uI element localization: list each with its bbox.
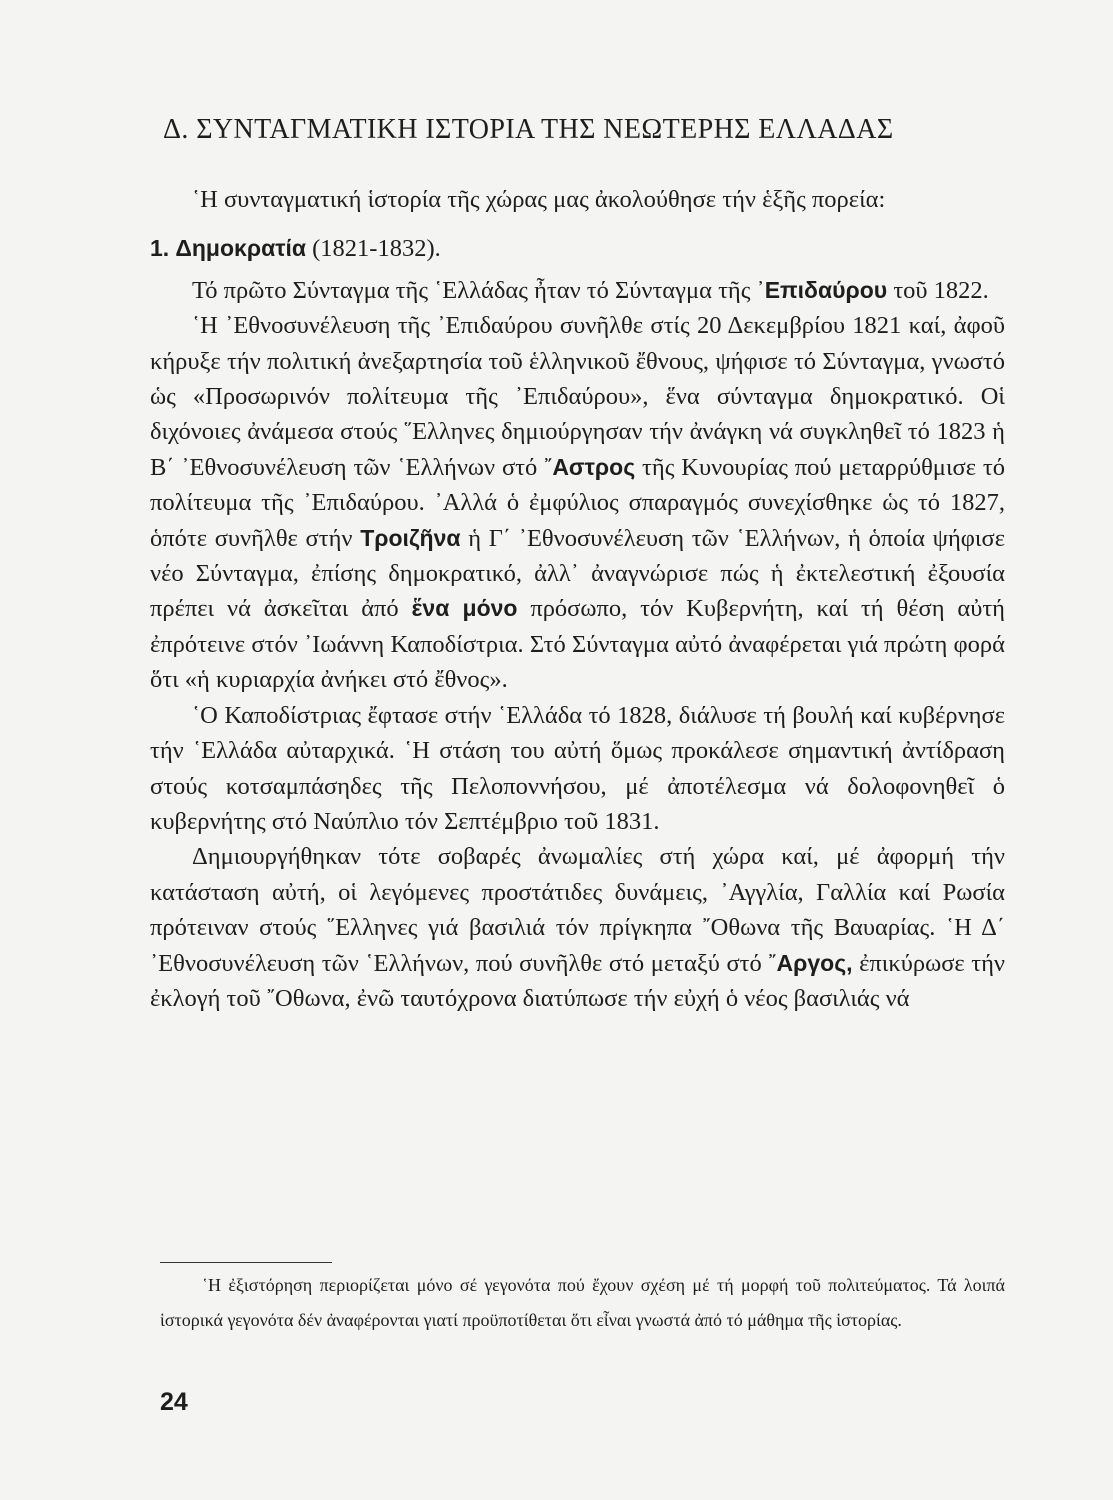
- paragraph-first-constitution: [150, 273, 1005, 308]
- chapter-heading: Δ. ΣΥΝΤΑΓΜΑΤΙΚΗ ΙΣΤΟΡΙΑ ΤΗΣ ΝΕΩΤΕΡΗΣ ΕΛΛΑΔΑΣ: [163, 114, 894, 145]
- bold-troizina: Τροιζῆνα: [360, 524, 461, 551]
- section-title: Δημοκρατία: [175, 235, 307, 262]
- paragraph-national-assemblies: [150, 308, 1005, 697]
- text-run: πρόσωπο, τόν Κυβερνήτη, καί τή θέση αὐτή ἐπρότεινε στόν ᾿Ιωάννη Καποδίστρια. Στό Σύνταγμα αὐτό ἀναφέρεται γιά πρώτη φορά ὅτι «ἡ κυριαρχία ἀνήκει στό ἔθνος».: [150, 595, 1005, 694]
- text-run: Δημιουργήθηκαν τότε σοβαρές ἀνωμαλίες στή χώρα καί, μέ ἀφορμή τήν κατάσταση αὐτή, οἱ λεγόμενες προστάτιδες δυνάμεις, ᾿Αγγλία, Γαλλία καί Ρωσία πρότειναν στούς ῞Ελληνες γιά βασιλιά τόν πρίγκηπα ῎Οθωνα τῆς Βαυαρίας. ῾Η Δ΄ ᾿Εθνοσυνέλευση τῶν ῾Ελλήνων, πού συνῆλθε στό μεταξύ στό ῎: [150, 843, 1005, 977]
- section-number: 1.: [150, 235, 170, 262]
- intro-paragraph: ῾Η συνταγματική ἱστορία τῆς χώρας μας ἀκολούθησε τήν ἑξῆς πορεία:: [192, 186, 886, 213]
- bold-astros: Αστρος: [552, 453, 636, 480]
- text-run: τοῦ 1822.: [887, 276, 989, 304]
- bold-argos: Αργος,: [776, 949, 853, 976]
- section-heading-democracy: [150, 231, 1005, 266]
- paragraph-otto: [150, 839, 1005, 1016]
- page-number: 24: [160, 1388, 188, 1416]
- bold-epidavros: Επιδαύρου: [764, 276, 888, 303]
- text-run: τῆς Κυνουρίας πού μεταρρύθμισε τό πολίτευμα τῆς ᾿Επιδαύρου. ᾿Αλλά ὁ ἐμφύλιος σπαραγμός συνεχίσθηκε ὡς τό 1827, ὁπότε συνῆλθε στήν: [150, 453, 1005, 552]
- footnote: ῾Η ἐξιστόρηση περιορίζεται μόνο σέ γεγονότα πού ἔχουν σχέση μέ τή μορφή τοῦ πολιτεύματος. Τά λοιπά ἱστορικά γεγονότα δέν ἀναφέρονται γιατί προϋποτίθεται ὅτι εἶναι γνωστά ἀπό τό μάθημα τῆς ἱστορίας.: [160, 1275, 1005, 1330]
- text-run: Τό πρῶτο Σύνταγμα τῆς ῾Ελλάδας ἦταν τό Σύνταγμα τῆς ᾿: [192, 276, 765, 304]
- text-run: ἐπικύρωσε τήν ἐκλογή τοῦ ῎Οθωνα, ἐνῶ ταυτόχρονα διατύπωσε τήν εὐχή ὁ νέος βασιλιάς νά: [150, 949, 1005, 1012]
- paragraph-kapodistrias: ῾Ο Καποδίστριας ἔφτασε στήν ῾Ελλάδα τό 1828, διάλυσε τή βουλή καί κυβέρνησε τήν ῾Ελλάδα αὐταρχικά. ῾Η στάση του αὐτή ὅμως προκάλεσε σημαντική ἀντίδραση στούς κοτσαμπάσηδες τῆς Πελοποννήσου, μέ ἀποτέλεσμα νά δολοφονηθεῖ ὁ κυβερνήτης στό Ναύπλιο τόν Σεπτέμβριο τοῦ 1831.: [150, 701, 1005, 835]
- text-run: ἡ Γ΄ ᾿Εθνοσυνέλευση τῶν ῾Ελλήνων, ἡ ὁποία ψήφισε νέο Σύνταγμα, ἐπίσης δημοκρατικό, ἀλλ᾿ ἀναγνώρισε πώς ἡ ἐκτελεστική ἐξουσία πρέπει νά ἀσκεῖται ἀπό: [150, 524, 1006, 623]
- body-text: [150, 182, 1005, 1016]
- footnote-divider: [160, 1262, 332, 1263]
- bold-ena-mono: ἕνα μόνο: [411, 595, 518, 622]
- section-years: (1821-1832).: [312, 235, 441, 263]
- text-run: ῾Η ᾿Εθνοσυνέλευση τῆς ᾿Επιδαύρου συνῆλθε στίς 20 Δεκεμβρίου 1821 καί, ἀφοῦ κήρυξε τήν πολιτική ἀνεξαρτησία τοῦ ἑλληνικοῦ ἔθνους, ψήφισε τό Σύνταγμα, γνωστό ὡς «Προσωρινόν πολίτευμα τῆς ᾿Επιδαύρου», ἕνα σύνταγμα δημοκρατικό. Οἱ διχόνοιες ἀνάμεσα στούς ῞Ελληνες δημιούργησαν τήν ἀνάγκη νά συγκληθεῖ τό 1823 ἡ Β΄ ᾿Εθνοσυνέλευση τῶν ῾Ελλήνων στό ῎: [150, 312, 1005, 481]
